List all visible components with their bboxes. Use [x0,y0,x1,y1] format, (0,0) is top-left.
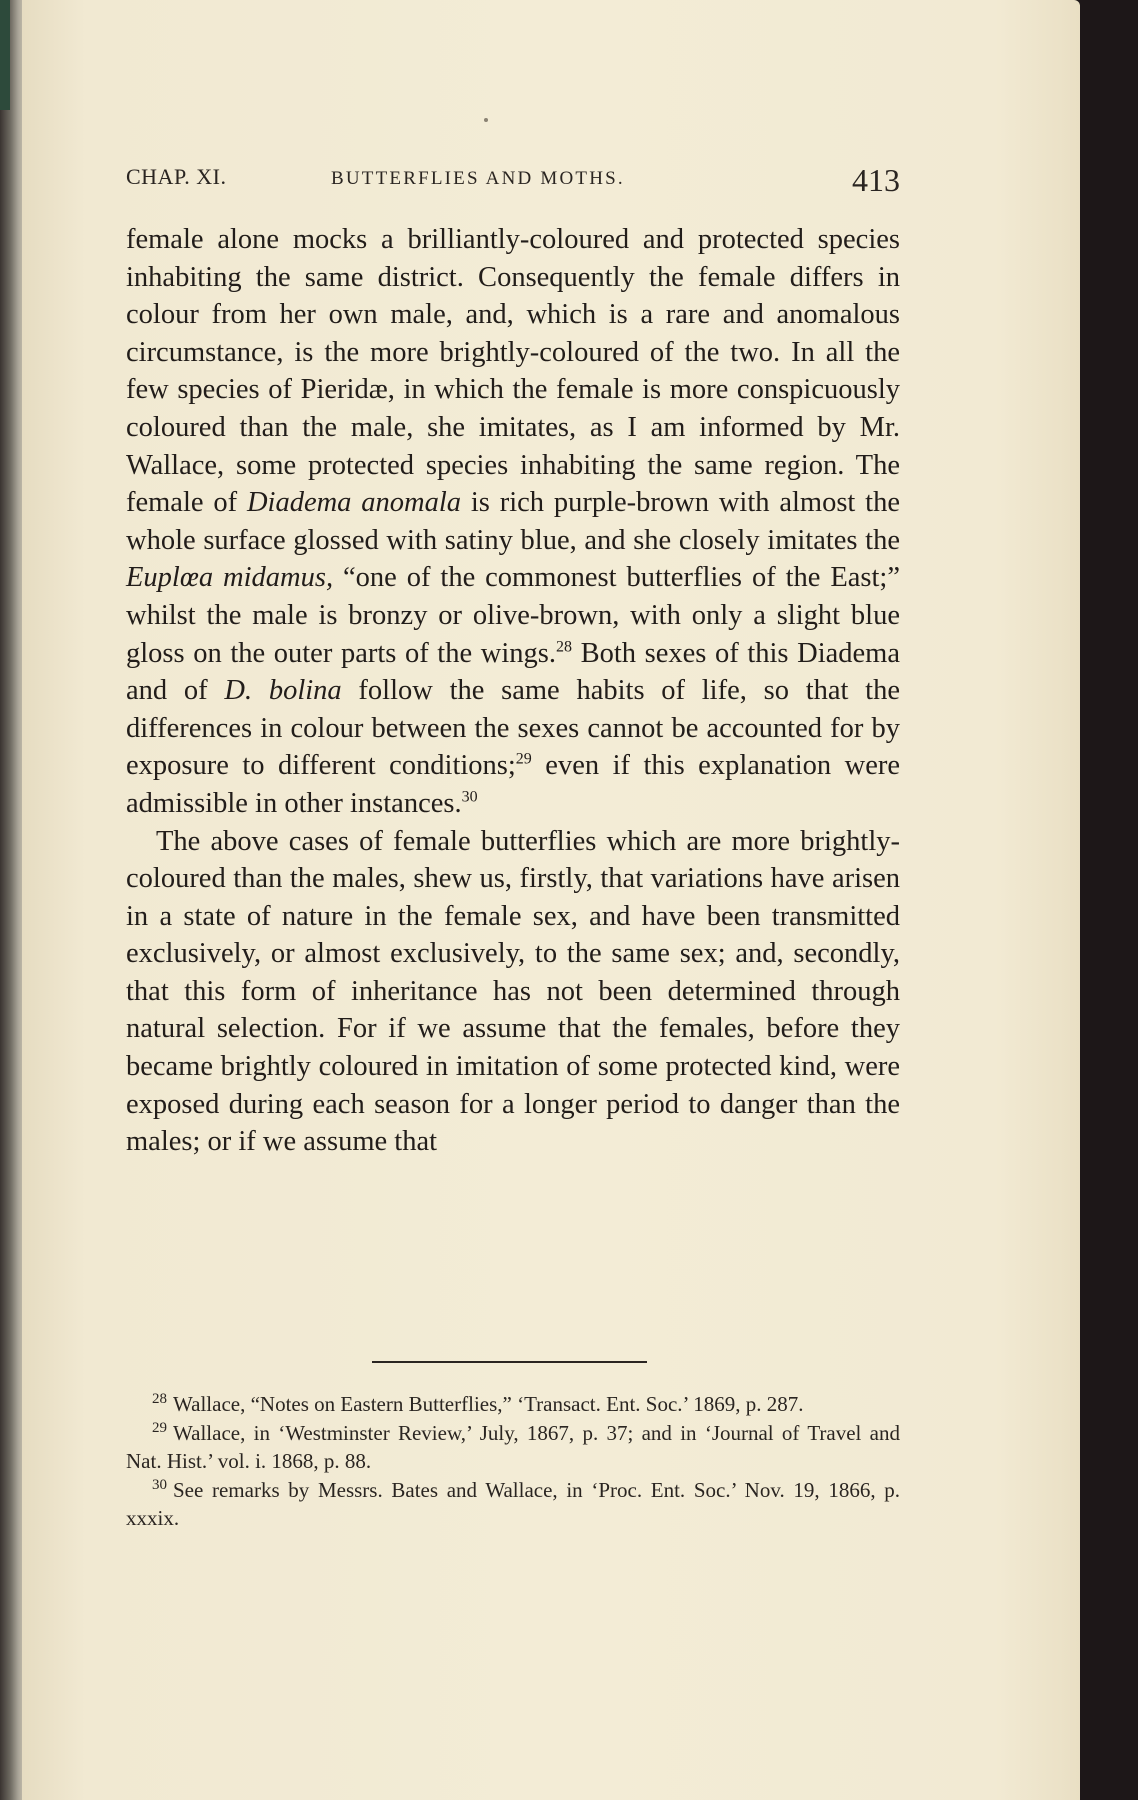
paragraph-1 [126,221,900,823]
footnote-29 [126,1419,900,1476]
book-spine [0,0,10,110]
footnote-number: 30 [152,1476,167,1493]
italic-term: Euplœa midamus, [126,562,334,594]
text-run: female alone mocks a brilliantly-coloured and protected species inhabiting the same district. Consequently the female differs in colour from her own male, and, which is a rare and anomalous circumstance, is the more brightly-coloured of the two. In all the few species of Pieridæ, in which the female is more conspicuously coloured than the male, she imitates, as I am informed by Mr. Wallace, some protected species inhabiting the same region. The female of [126,224,900,519]
body-text [126,221,900,1161]
footnote-30 [126,1476,900,1533]
page-number: 413 [852,162,900,198]
footnote-text: Wallace, in ‘Westminster Review,’ July, 1867, p. 37; and in ‘Journal of Travel and Nat. Hist.’ vol. i. 1868, p. 88. [126,1420,900,1473]
running-header [126,162,900,202]
footnote-number: 28 [152,1391,167,1407]
footnote-ref: 29 [515,750,532,768]
footnote-number: 29 [152,1419,167,1436]
text-run: is rich purple-brown with almost the whole surface glossed with satiny blue, and she closely imitates the [126,487,900,556]
text-run: even if this explanation were admissible in other instances. [126,750,900,819]
text-run: “one of the commonest butterflies of the East;” whilst the male is bronzy or olive-brown, with only a slight blue gloss on the outer parts of the wings. [126,562,901,669]
footnote-rule [372,1361,647,1363]
footnote-text: See remarks by Messrs. Bates and Wallace, in ‘Proc. Ent. Soc.’ Nov. 19, 1866, p. xxxix. [126,1477,900,1530]
text-run: follow the same habits of life, so that the differences in colour between the sexes cannot be accounted for by exposure to different conditions; [126,675,901,782]
paragraph-2 [126,823,900,1161]
italic-term: D. bolina [224,675,342,707]
text-run: Both sexes of this Diadema and of [126,637,900,707]
footnote-ref: 30 [461,788,478,806]
italic-term: Diadema anomala [246,487,462,519]
running-title: BUTTERFLIES AND MOTHS. [331,168,625,189]
page-speck [484,118,488,122]
footnote-text: Wallace, “Notes on Eastern Butterflies,” ‘Transact. Ent. Soc.’ 1869, p. 287. [173,1392,804,1416]
footnote-28 [126,1390,900,1419]
footnotes [126,1390,900,1533]
footnote-ref: 28 [555,638,572,656]
text-run: The above cases of female butterflies which are more brightly-coloured than the males, shew us, firstly, that variations have arisen in a state of nature in the female sex, and have been transmitted exclusively, or almost exclusively, to the same sex; and, secondly, that this form of inheritance has not been determined through natural selection. For if we assume that the females, before they became brightly coloured in imitation of some protected kind, were exposed during each season for a longer period to danger than the males; or if we assume that [126,825,900,1158]
chapter-label: CHAP. XI. [126,164,227,189]
